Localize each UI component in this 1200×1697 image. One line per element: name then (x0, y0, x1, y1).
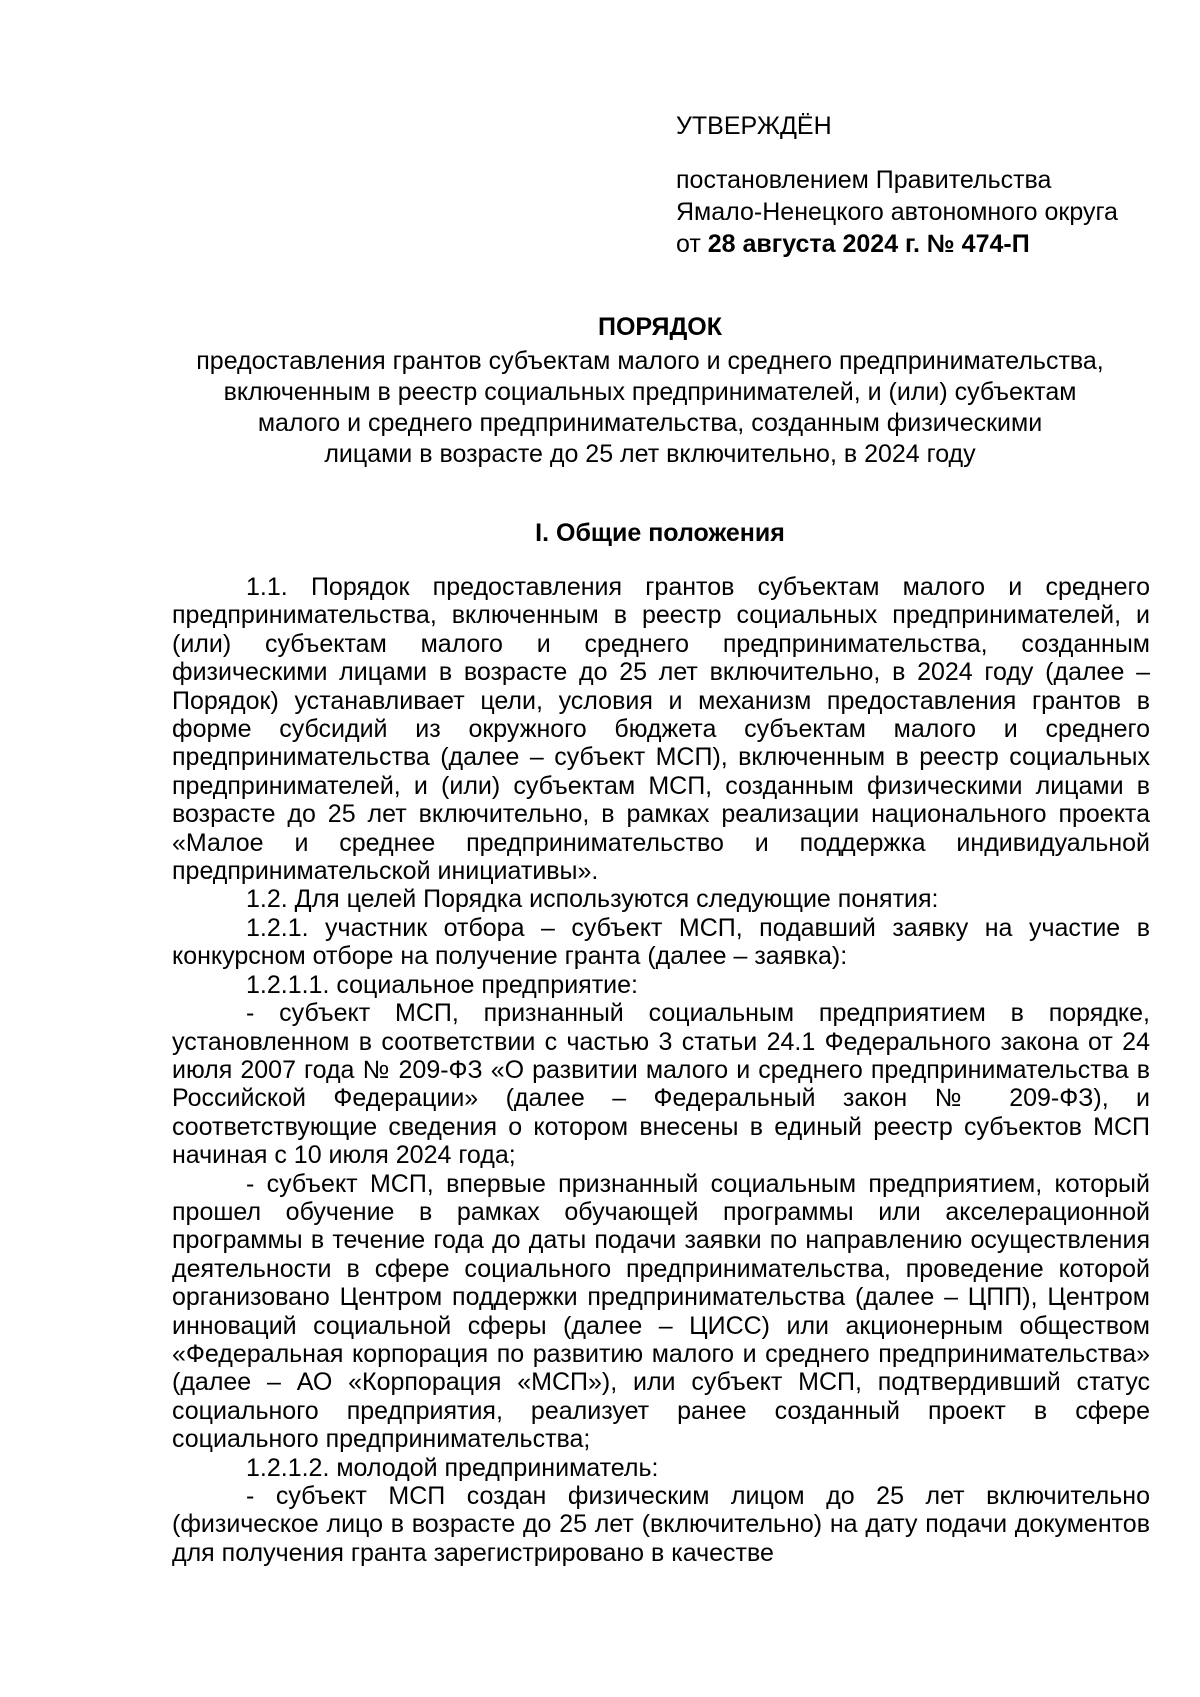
approval-date-line (676, 228, 1176, 260)
section-heading: I. Общие положения (535, 519, 785, 547)
document-subtitle (150, 346, 1150, 470)
subtitle-line: малого и среднего предпринимательства, созданным физическими (257, 409, 1043, 437)
approval-authority: постановлением Правительства (676, 166, 1052, 194)
paragraph-bullet-young-entrepreneur: - субъект МСП создан физическим лицом до 25 лет включительно (физическое лицо в возрасте до 25 лет (включительно) на дату подачи документов для получения гранта зарегистрировано в качестве (172, 1482, 1150, 1567)
paragraph-1-2-1-2: 1.2.1.2. молодой предприниматель: (246, 1453, 659, 1482)
approval-organization: Ямало-Ненецкого автономного округа (676, 198, 1118, 226)
paragraph-1-2-1-1: 1.2.1.1. социальное предприятие: (246, 970, 638, 999)
subtitle-line: лицами в возрасте до 25 лет включительно, в 2024 году (324, 440, 976, 468)
subtitle-line: включенным в реестр социальных предпринимателей, и (или) субъектам (223, 378, 1077, 406)
subtitle-line: предоставления грантов субъектам малого и среднего предпринимательства, (196, 347, 1104, 375)
paragraph-1-2-1: 1.2.1. участник отбора – субъект МСП, подавший заявку на участие в конкурсном отборе на получение гранта (далее – заявка): (172, 913, 1150, 971)
document-title: ПОРЯДОК (598, 313, 722, 341)
paragraph-bullet-social-enterprise: - субъект МСП, признанный социальным предприятием в порядке, установленном в соответствии с частью 3 статьи 24.1 Федерального закона от 24 июля 2007 года № 209-ФЗ «О развитии малого и среднего предпринимательства в Российской Федерации» (далее – Федеральный закон № 209-ФЗ), и соответствующие сведения о котором внесены в единый реестр субъектов МСП начиная с 10 июля 2024 года; (172, 999, 1150, 1170)
approval-stamp: УТВЕРЖДЁН (676, 112, 832, 140)
approval-block (676, 110, 1176, 260)
paragraph-bullet-first-time-social-enterprise: - субъект МСП, впервые признанный социальным предприятием, который прошел обучение в рамках обучающей программы или акселерационной программы в течение года до даты подачи заявки по направлению осуществления деятельности в сфере социального предпринимательства, проведение которой организовано Центром поддержки предпринимательства (далее – ЦПП), Центром инноваций социальной сферы (далее – ЦИСС) или акционерным обществом «Федеральная корпорация по развитию малого и среднего предпринимательства» (далее – АО «Корпорация «МСП»), или субъект МСП, подтвердивший статус социального предприятия, реализует ранее созданный проект в сфере социального предпринимательства; (172, 1169, 1150, 1454)
document-body (172, 573, 1150, 1567)
paragraph-1-1: 1.1. Порядок предоставления грантов субъектам малого и среднего предпринимательства, включенным в реестр социальных предпринимателей, и (или) субъектам малого и среднего предпринимательства, созданным физическими лицами в возрасте до 25 лет включительно, в 2024 году (далее – Порядок) устанавливает цели, условия и механизм предоставления грантов в форме субсидий из окружного бюджета субъектам малого и среднего предпринимательства (далее – субъект МСП), включенным в реестр социальных предпринимателей, и (или) субъектам МСП, созданным физическими лицами в возрасте до 25 лет включительно, в рамках реализации национального проекта «Малое и среднее предпринимательство и поддержка индивидуальной предпринимательской инициативы». (172, 573, 1150, 886)
approval-date-prefix: от (676, 230, 701, 258)
approval-date-number: 28 августа 2024 г. № 474-П (707, 230, 1030, 258)
paragraph-1-2: 1.2. Для целей Порядка используются следующие понятия: (246, 885, 939, 914)
